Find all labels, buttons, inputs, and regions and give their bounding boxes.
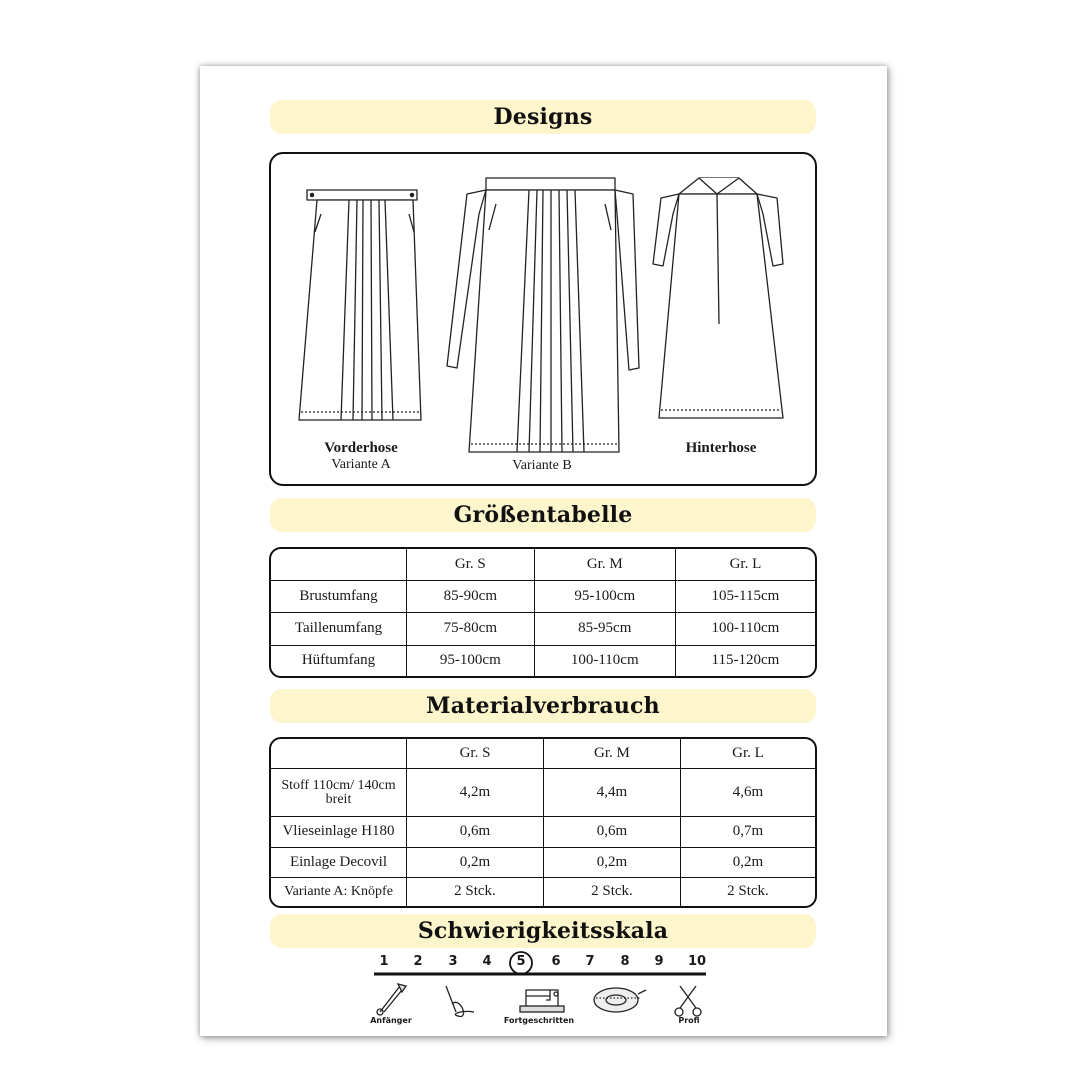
table-cell: 0,2m bbox=[407, 848, 544, 878]
table-cell: 4,2m bbox=[407, 769, 544, 817]
row-label: Stoff 110cm/ 140cm breit bbox=[271, 769, 407, 817]
table-header-cell: Gr. M bbox=[535, 549, 676, 581]
table-cell: 4,6m bbox=[681, 769, 815, 817]
table-cell: 100-110cm bbox=[676, 613, 815, 645]
pattern-info-sheet bbox=[200, 66, 887, 1036]
front-title: Vorderhose bbox=[324, 440, 398, 456]
row-label: Variante A: Knöpfe bbox=[271, 878, 407, 906]
table-header-cell: Gr. S bbox=[407, 549, 535, 581]
table-cell: 0,2m bbox=[544, 848, 681, 878]
table-header-cell: Gr. M bbox=[544, 739, 681, 769]
table-header-cell: Gr. L bbox=[676, 549, 815, 581]
table-cell: 95-100cm bbox=[535, 581, 676, 613]
table-cell: 105-115cm bbox=[676, 581, 815, 613]
measuring-tape-icon bbox=[594, 988, 646, 1012]
table-row bbox=[271, 646, 815, 676]
table-cell: 100-110cm bbox=[535, 646, 676, 676]
table-cell: 115-120cm bbox=[711, 652, 780, 669]
designs-heading: Designs bbox=[270, 100, 816, 134]
level-3: 3 bbox=[448, 954, 458, 969]
table-row bbox=[271, 769, 815, 817]
level-10: 10 bbox=[687, 954, 707, 969]
table-row bbox=[271, 581, 815, 613]
front-subtitle: Variante A bbox=[331, 457, 391, 472]
size-table-heading: Größentabelle bbox=[270, 498, 816, 532]
table-header-cell bbox=[271, 549, 407, 581]
difficulty-scale bbox=[370, 950, 710, 1036]
material-table-header-row bbox=[271, 739, 815, 769]
table-row bbox=[271, 817, 815, 847]
level-1: 1 bbox=[379, 954, 389, 969]
table-cell: 95-100cm bbox=[407, 646, 535, 676]
level-4: 4 bbox=[482, 954, 492, 969]
material-heading: Materialverbrauch bbox=[270, 689, 816, 723]
table-cell: 4,4m bbox=[544, 769, 681, 817]
pro-label: Profi bbox=[678, 1016, 700, 1025]
difficulty-heading: Schwierigkeitsskala bbox=[270, 914, 816, 948]
table-cell: 0,2m bbox=[681, 848, 815, 878]
table-cell: 2 Stck. bbox=[727, 883, 769, 900]
table-cell: 75-80cm bbox=[407, 613, 535, 645]
level-5: 5 bbox=[516, 954, 526, 969]
needle-thread-icon bbox=[446, 986, 474, 1016]
table-header-cell: Gr. L bbox=[681, 739, 815, 769]
row-label: Einlage Decovil bbox=[271, 848, 407, 878]
scissors-icon bbox=[675, 986, 701, 1016]
table-header-cell bbox=[271, 739, 407, 769]
level-7: 7 bbox=[585, 954, 595, 969]
table-cell: 0,7m bbox=[681, 817, 815, 847]
row-label: Brustumfang bbox=[271, 581, 407, 613]
level-6: 6 bbox=[551, 954, 561, 969]
beginner-label: Anfänger bbox=[370, 1016, 412, 1025]
variant-b-caption: Variante B bbox=[512, 458, 572, 473]
table-cell: 2 Stck. bbox=[407, 878, 544, 906]
table-cell: 85-95cm bbox=[535, 613, 676, 645]
row-label: Taillenumfang bbox=[271, 613, 407, 645]
back-title: Hinterhose bbox=[685, 440, 757, 456]
variant-b-drawing bbox=[447, 178, 639, 452]
size-table bbox=[269, 547, 817, 678]
level-8: 8 bbox=[620, 954, 630, 969]
designs-panel bbox=[269, 152, 817, 486]
level-2: 2 bbox=[413, 954, 423, 969]
row-label: Vlieseinlage H180 bbox=[271, 817, 407, 847]
row-label: Hüftumfang bbox=[271, 646, 407, 676]
table-cell: 85-90cm bbox=[407, 581, 535, 613]
table-cell: 0,6m bbox=[407, 817, 544, 847]
table-row bbox=[271, 848, 815, 878]
table-row bbox=[271, 878, 815, 906]
design-drawings bbox=[271, 154, 819, 488]
safety-pin-icon bbox=[377, 984, 406, 1015]
table-header-cell: Gr. S bbox=[407, 739, 544, 769]
back-caption bbox=[641, 440, 801, 457]
back-pants-drawing bbox=[653, 178, 783, 418]
table-row bbox=[271, 613, 815, 645]
table-cell: 2 Stck. bbox=[544, 878, 681, 906]
table-cell: 0,6m bbox=[544, 817, 681, 847]
size-table-header-row bbox=[271, 549, 815, 581]
advanced-label: Fortgeschritten bbox=[503, 1016, 575, 1025]
level-9: 9 bbox=[654, 954, 664, 969]
material-table bbox=[269, 737, 817, 908]
front-caption bbox=[281, 440, 441, 473]
sewing-machine-icon bbox=[520, 990, 564, 1012]
front-variant-a-drawing bbox=[299, 190, 421, 420]
